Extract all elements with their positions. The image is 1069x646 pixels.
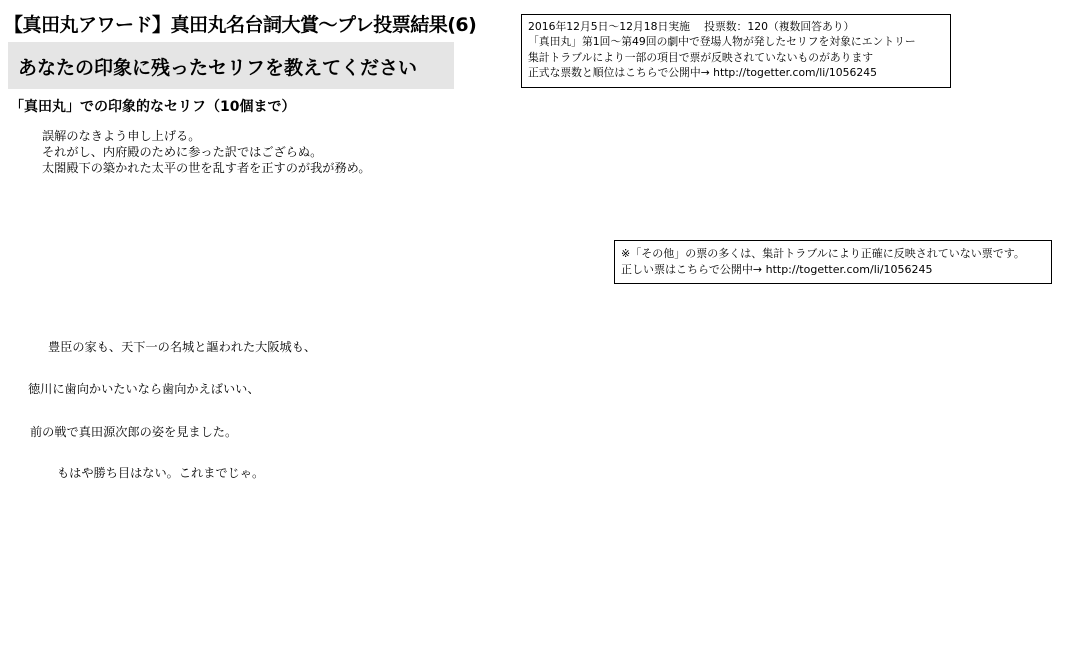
quote-line: 徳川に歯向かいたいなら歯向かえばいい、 bbox=[28, 382, 260, 396]
note-line: ※「その他」の票の多くは、集計トラブルにより正確に反映されていない票です。 bbox=[621, 247, 1025, 260]
quote-line: 豊臣の家も、天下一の名城と謳われた大阪城も、 bbox=[48, 340, 317, 354]
quote-line: それがし、内府殿のために参った訳ではござらぬ。 bbox=[42, 145, 323, 159]
question-banner: あなたの印象に残ったセリフを教えてください bbox=[8, 42, 454, 89]
chart-subtitle: 「真田丸」での印象的なセリフ（10個まで） bbox=[10, 99, 296, 115]
quote-line: 誤解のなきよう申し上げる。 bbox=[42, 129, 201, 143]
quote-line: 太閤殿下の築かれた太平の世を乱す者を正すのが我が務め。 bbox=[42, 161, 371, 175]
survey-info-line: 「真田丸」第1回〜第49回の劇中で登場人物が発したセリフを対象にエントリー bbox=[528, 35, 916, 49]
survey-info-line: 2016年12月5日〜12月18日実施 投票数：120（複数回答あり） bbox=[528, 20, 855, 33]
survey-info-line: 集計トラブルにより一部の項目で票が反映されていないものがあります bbox=[528, 50, 874, 64]
survey-info-line: 正式な票数と順位はこちらで公開中→ http://togetter.com/li/1056245 bbox=[528, 66, 877, 80]
quote-line: 前の戦で真田源次郎の姿を見ました。 bbox=[30, 425, 238, 439]
note-line: 正しい票はこちらで公開中→ http://togetter.com/li/1056245 bbox=[621, 263, 933, 276]
page-title: 【真田丸アワード】真田丸名台詞大賞〜プレ投票結果(6) bbox=[4, 14, 477, 36]
quote-line: もはや勝ち目はない。これまでじゃ。 bbox=[57, 466, 265, 480]
note-box bbox=[614, 240, 1052, 284]
